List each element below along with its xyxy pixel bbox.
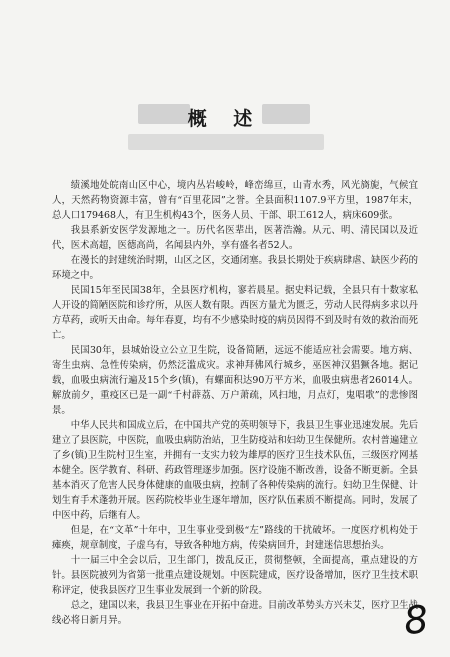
paragraph: 总之，建国以来，我县卫生事业在开拓中奋进。目前改革势头方兴未艾，医疗卫生战线必将日新月异。 [52, 600, 418, 626]
paragraph: 绩溪地处皖南山区中心，境内丛岩峻岭，峰峦绵亘，山青水秀，风光旖旎，气候宜人，天然药物资源丰富，曾有“百里花园”之誉。全县面积1107.9平方里，1987年末，总人口179468人，有卫生机构43个，医务人员、干部、职工612人，病床609张。 [52, 180, 418, 221]
body-text [52, 178, 418, 628]
paragraph: 在漫长的封建统治时期，山区之区，交通闭塞。我县长期处于疾病肆虐、缺医少药的环境之中。 [52, 255, 418, 281]
paragraph: 民国15年至民国38年，全县医疗机构，寥若晨星。据史料记载，全县只有十数家私人开设的简陋医院和诊疗所，从医人数有限。西医方量尤为匮乏，劳动人民得病多求以丹方草药，或听天由命。每年春夏，均有不少感染时疫的病员因得不到及时有效的救治而死亡。 [52, 285, 418, 341]
paragraph: 十一届三中全会以后，卫生部门，拨乱反正，贯彻整顿，全面提高，重点建设的方针。县医院被列为省第一批重点建设规划。中医院建成，医疗设备增加，医疗卫生技术职称评定，使我县医疗卫生事业发展到一个新的阶段。 [52, 555, 418, 596]
paragraph: 但是，在“文革”十年中，卫生事业受到极“左”路线的干扰破坏。一度医疗机构处于瘫痪，规章制度，子虚乌有，导致各种地方病，传染病回升，封建迷信思想抬头。 [52, 525, 418, 551]
paragraph: 我县系新安医学发源地之一。历代名医辈出，医著浩瀚。从元、明、清民国以及近代，医术高超，医德高尚，名闻县内外，享有盛名者52人。 [52, 225, 418, 251]
faded-subtitle-smudge [128, 134, 324, 150]
paragraph: 民国30年，县城始设立公立卫生院，设备简陋，远远不能适应社会需要。地方病、寄生虫病、急性传染病，仍然泛滥成灾。求神拜佛风行城乡，巫医神汉猖獗各地。据记载，血吸虫病流行遍及15个乡(镇)，有螺面积达90万平方米，血吸虫病患者26014人。解放前夕，重疫区已是一副“千村薜荔、万户萧疏，风扫地，月点灯，鬼唱歌”的悲惨图景。 [52, 345, 418, 416]
page-title: 概 述 [187, 108, 263, 130]
handwritten-page-number: 8 [401, 596, 431, 644]
paragraph: 中华人民共和国成立后，在中国共产党的英明领导下，我县卫生事业迅速发展。先后建立了县医院，中医院，血吸虫病防治站，卫生防疫站和妇幼卫生保健所。农村普遍建立了乡(镇)卫生院村卫生室，并拥有一支实力较为雄厚的医疗卫生技术队伍，三级医疗网基本健全。医学教育、科研、药政管理逐步加强。医疗设施不断改善，设备不断更新。全县基本消灭了危害人民身体健康的血吸虫病，控制了各种传染病的流行。妇幼卫生保健、计划生育手术蓬勃开展。医药院校毕业生逐年增加，医疗队伍素质不断提高。同时，发展了中医中药，后继有人。 [52, 420, 418, 521]
